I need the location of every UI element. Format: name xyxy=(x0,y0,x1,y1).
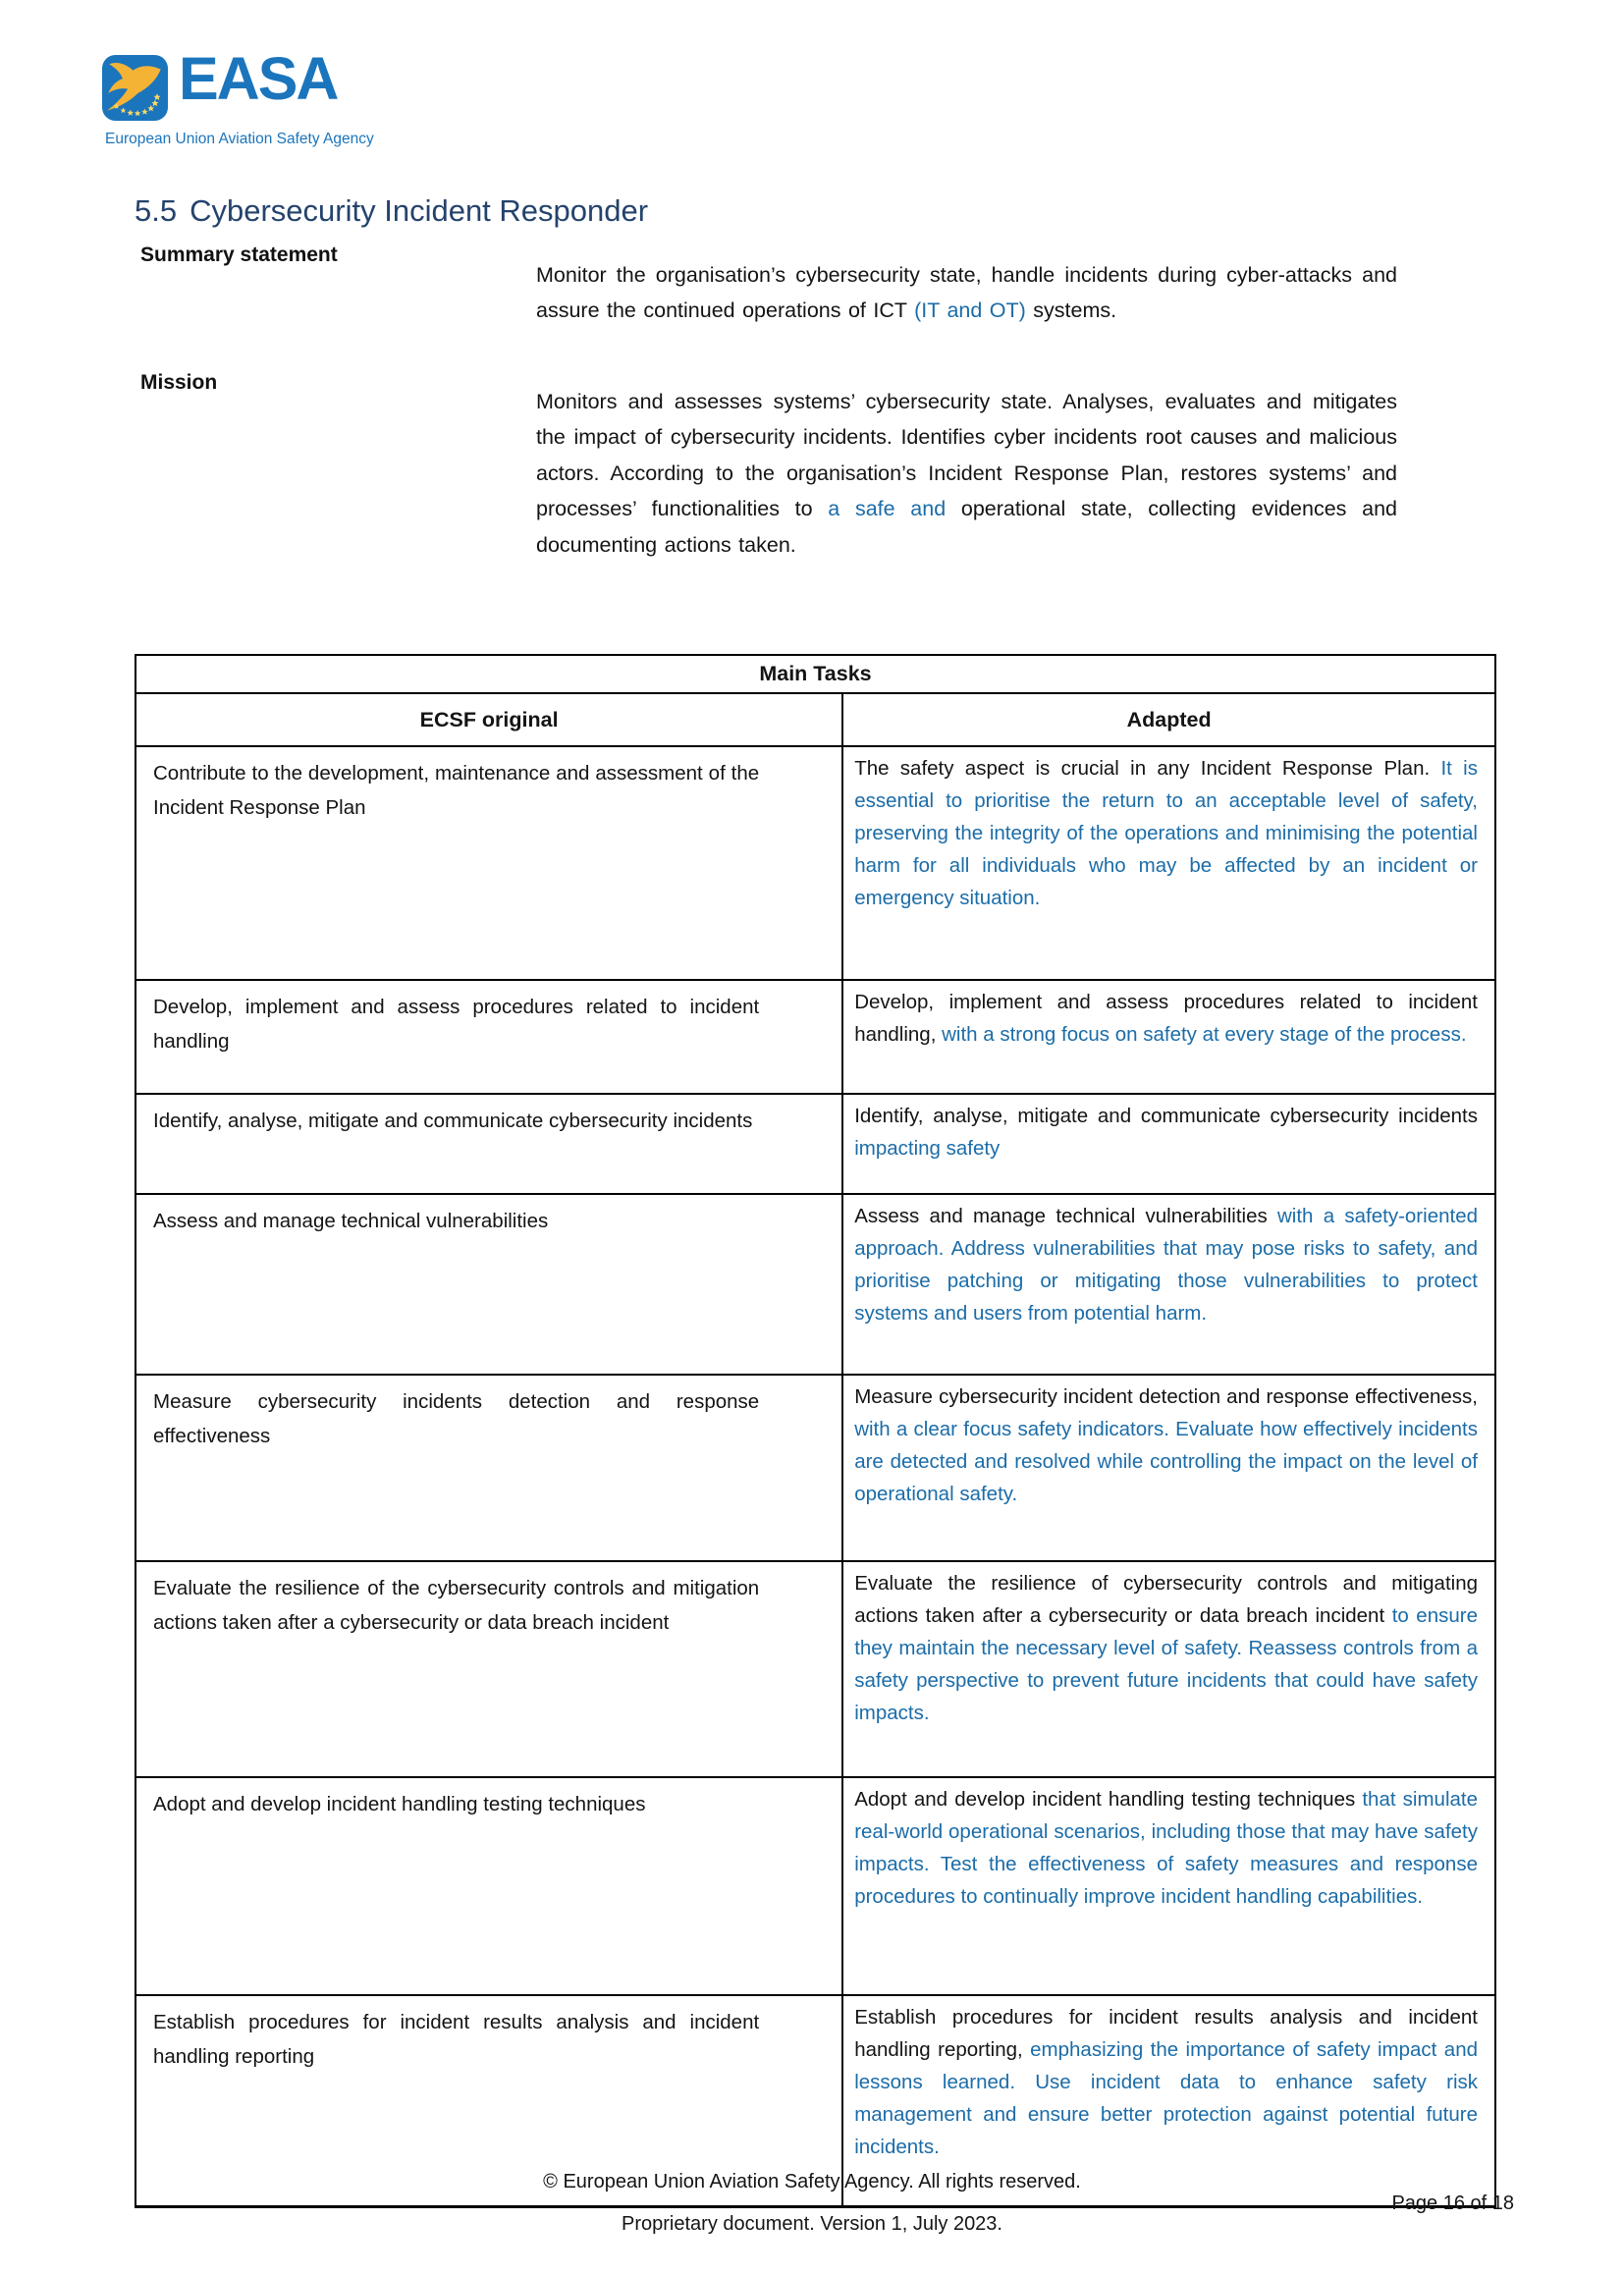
easa-logo-tagline: European Union Aviation Safety Agency xyxy=(105,131,374,147)
footer-version: Proprietary document. Version 1, July 2023. xyxy=(622,2213,1002,2235)
body-text: Evaluate the resilience of cybersecurity controls and mitigating actions taken after a cybersecurity or data breach incident xyxy=(854,1572,1478,1627)
adapted-highlight-text: emphasizing the importance of safety impact and lessons learned. Use incident data to enhance safety risk management and ensure better protection against potential future incidents. xyxy=(854,2038,1478,2158)
body-text: systems. xyxy=(1025,298,1117,323)
ecsf-original-cell: Establish procedures for incident results analysis and incident handling reporting xyxy=(135,1995,842,2207)
body-text: Measure cybersecurity incident detection and response effectiveness, xyxy=(854,1385,1478,1408)
adapted-highlight-text: with a strong focus on safety at every stage of the process. xyxy=(942,1023,1467,1046)
heading-number: 5.5 xyxy=(135,193,178,228)
table-row xyxy=(135,1094,1495,1194)
adapted-highlight-text: with a clear focus safety indicators. Evaluate how effectively incidents are detected and resolved while controlling the impact on the level of operational safety. xyxy=(854,1418,1478,1505)
body-text: Establish procedures for incident results analysis and incident handling reporting, xyxy=(854,2006,1478,2061)
adapted-highlight-text: to ensure they maintain the necessary level of safety. Reassess controls from a safety perspective to prevent future incidents that could have safety impacts. xyxy=(854,1604,1478,1724)
adapted-highlight-text: (IT and OT) xyxy=(914,298,1026,323)
ecsf-original-cell: Identify, analyse, mitigate and communicate cybersecurity incidents xyxy=(135,1094,842,1194)
adapted-cell xyxy=(842,1194,1495,1375)
table-title-row xyxy=(135,655,1495,693)
adapted-highlight-text: impacting safety xyxy=(854,1137,1001,1160)
heading-title: Cybersecurity Incident Responder xyxy=(189,193,649,228)
summary-label: Summary statement xyxy=(140,244,338,266)
adapted-highlight-text: with a safety-oriented approach. Address vulnerabilities that may pose risks to safety, and prioritise patching or mitigating those vulnerabilities to protect systems and users from potential harm. xyxy=(854,1205,1478,1325)
body-text: Assess and manage technical vulnerabilities xyxy=(854,1205,1277,1227)
page-number: Page 16 of 18 xyxy=(1391,2193,1514,2214)
mission-paragraph xyxy=(536,384,1397,563)
table-row xyxy=(135,746,1495,980)
adapted-cell xyxy=(842,1561,1495,1777)
table-row xyxy=(135,1375,1495,1561)
adapted-highlight-text: a safe and xyxy=(828,497,947,521)
body-text: Monitors and assesses systems’ cybersecurity state. Analyses, evaluates and mitigates the impact of cybersecurity incidents. Identifies cyber incidents root causes and malicious actors. According to the organisation’s Incident Response Plan, restores systems’ and processes’ functionalities to xyxy=(536,390,1397,521)
mission-label: Mission xyxy=(140,371,218,394)
table-row xyxy=(135,1194,1495,1375)
ecsf-original-cell: Develop, implement and assess procedures related to incident handling xyxy=(135,980,842,1094)
body-text: Monitor the organisation’s cybersecurity state, handle incidents during cyber-attacks and assure the continued operations of ICT xyxy=(536,263,1397,323)
adapted-cell xyxy=(842,980,1495,1094)
summary-paragraph xyxy=(536,257,1397,329)
ecsf-original-cell: Measure cybersecurity incidents detection and response effectiveness xyxy=(135,1375,842,1561)
table-header-row xyxy=(135,693,1495,746)
table-row xyxy=(135,1777,1495,1995)
table-title: Main Tasks xyxy=(135,655,1495,693)
body-text: The safety aspect is crucial in any Incident Response Plan. xyxy=(854,757,1441,780)
table-body xyxy=(135,746,1495,2207)
adapted-highlight-text: that simulate real-world operational scenarios, including those that may have safety impacts. Test the effectiveness of safety measures and response procedures to continually improve incident handling capabilities. xyxy=(854,1788,1478,1908)
body-text: Adopt and develop incident handling testing techniques xyxy=(854,1788,1363,1811)
table-row xyxy=(135,980,1495,1094)
adapted-highlight-text: It is essential to prioritise the return to an acceptable level of safety, preserving the integrity of the operations and minimising the potential harm for all individuals who may be affected by an incident or emergency situation. xyxy=(854,757,1478,909)
column-header-adapted: Adapted xyxy=(842,693,1495,746)
easa-logo-icon xyxy=(102,55,168,121)
column-header-ecsf-original: ECSF original xyxy=(135,693,842,746)
ecsf-original-cell: Assess and manage technical vulnerabilities xyxy=(135,1194,842,1375)
body-text: Develop, implement and assess procedures related to incident handling, xyxy=(854,991,1478,1046)
section-heading xyxy=(135,194,648,228)
table-row xyxy=(135,1561,1495,1777)
main-tasks-table xyxy=(135,654,1496,2208)
ecsf-original-cell: Evaluate the resilience of the cybersecurity controls and mitigation actions taken after a cybersecurity or data breach incident xyxy=(135,1561,842,1777)
adapted-cell xyxy=(842,1375,1495,1561)
adapted-cell xyxy=(842,1777,1495,1995)
body-text: operational state, collecting evidences and documenting actions taken. xyxy=(536,497,1398,557)
easa-logo-text: EASA xyxy=(179,45,338,112)
adapted-cell xyxy=(842,746,1495,980)
ecsf-original-cell: Contribute to the development, maintenance and assessment of the Incident Response Plan xyxy=(135,746,842,980)
adapted-cell xyxy=(842,1094,1495,1194)
body-text: Identify, analyse, mitigate and communicate cybersecurity incidents xyxy=(854,1105,1478,1127)
ecsf-original-cell: Adopt and develop incident handling testing techniques xyxy=(135,1777,842,1995)
footer-copyright: © European Union Aviation Safety Agency. All rights reserved. xyxy=(543,2171,1081,2193)
